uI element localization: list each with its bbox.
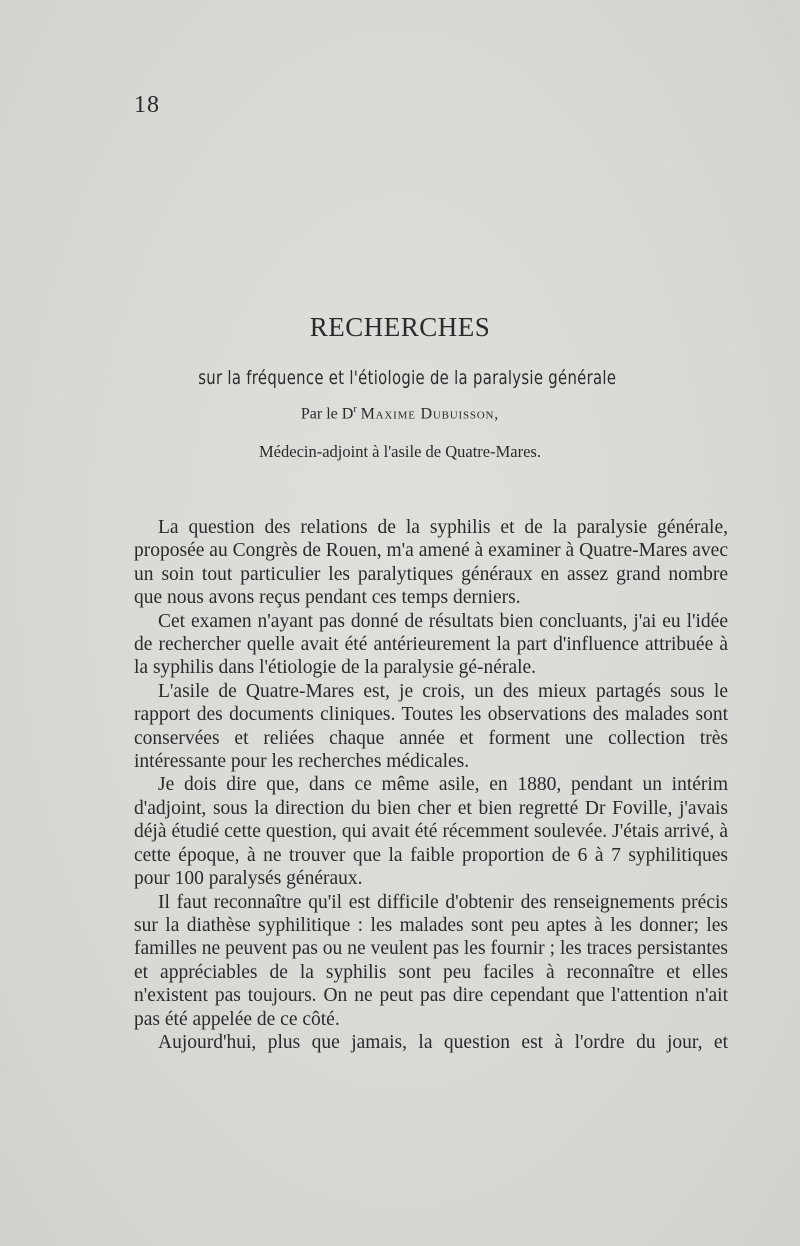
page-number: 18 [134,92,160,118]
body-text [134,516,728,1054]
author-line [0,404,800,423]
paragraph-2: Cet examen n'ayant pas donné de résultats bien concluants, j'ai eu l'idée de rechercher quelle avait été antérieurement la part d'influence attribuée à la syphilis dans l'étiologie de la paralysie gé-nérale. [134,610,728,679]
paragraph-5: Il faut reconnaître qu'il est difficile d'obtenir des renseignements précis sur la diathèse syphilitique : les malades sont peu aptes à les donner; les familles ne peuvent pas ou ne veulent pas les fournir ; les traces persistantes et appréciables de la syphilis sont peu faciles à reconnaître et elles n'existent pas toujours. On ne peut pas dire cependant que l'attention n'ait pas été appelée de ce côté. [134,891,728,1030]
paragraph-4: Je dois dire que, dans ce même asile, en 1880, pendant un intérim d'adjoint, sous la direction du bien cher et bien regretté Dr Foville, j'avais déjà étudié cette question, qui avait été récemment soulevée. J'étais arrivé, à cette époque, à ne trouver que la faible proportion de 6 à 7 syphilitiques pour 100 paralysés généraux. [134,774,728,890]
paragraph-3: L'asile de Quatre-Mares est, je crois, un des mieux partagés sous le rapport des documents cliniques. Toutes les observations des malades sont conservées et reliées chaque année et forment une collection très intéressante pour les recherches médicales. [134,680,728,773]
article-title: RECHERCHES [309,312,491,342]
author-prefix: Par le D [300,405,354,423]
author-affiliation: Médecin-adjoint à l'asile de Quatre-Mares. [259,442,541,461]
paragraph-6: Aujourd'hui, plus que jamais, la question est à l'ordre du jour, et [158,1031,728,1053]
paragraph-1: La question des relations de la syphilis et de la paralysie générale, proposée au Congrès de Rouen, m'a amené à examiner à Quatre-Mares avec un soin tout particulier les paralytiques généraux en assez grand nombre que nous avons reçus pendant ces temps derniers. [134,517,728,609]
author-name: Maxime Dubuisson, [360,405,500,423]
article-subtitle: sur la fréquence et l'étiologie de la paralysie générale [198,367,617,389]
author-prefix-superscript: r [353,404,357,415]
